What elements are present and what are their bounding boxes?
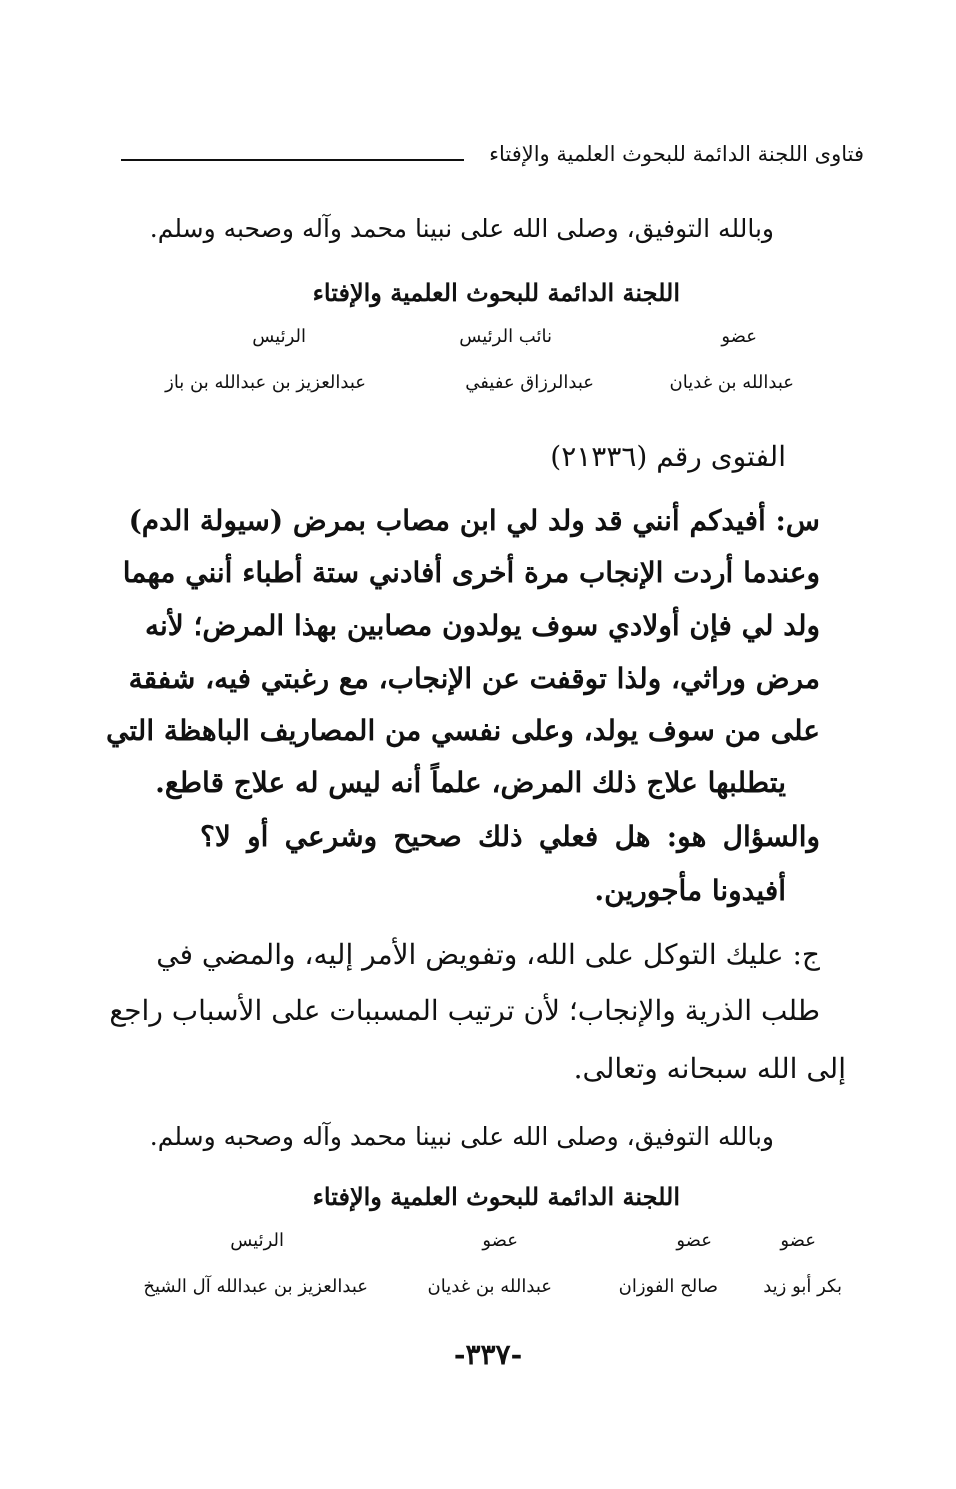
fatwa-number: الفتوى رقم (٢١٣٣٦): [550, 440, 786, 473]
question-line: أفيدونا مأجورين.: [594, 874, 786, 907]
signatory-role: عضو: [721, 326, 757, 347]
page-number: -٣٣٧-: [453, 1338, 523, 1371]
signatory-name: بكر أبو زيد: [763, 1276, 842, 1297]
question-line: على من سوف يولد، وعلى نفسي من المصاريف الباهظة التي: [106, 714, 820, 747]
committee-title-1: اللجنة الدائمة للبحوث العلمية والإفتاء: [312, 278, 680, 307]
signatory-role: عضو: [780, 1230, 816, 1251]
committee-title-2: اللجنة الدائمة للبحوث العلمية والإفتاء: [312, 1182, 680, 1211]
question-line: يتطلبها علاج ذلك المرض، علماً أنه ليس له علاج قاطع.: [155, 766, 786, 799]
signatory-name: عبدالله بن غديان: [427, 1276, 552, 1297]
signatory-name: صالح الفوزان: [618, 1276, 718, 1297]
header-rule: [121, 159, 464, 161]
signatory-name: عبدالعزيز بن عبدالله آل الشيخ: [143, 1276, 368, 1297]
question-line: والسؤال هو: هل فعلي ذلك صحيح وشرعي أو لا؟: [200, 820, 820, 853]
signatory-role: عضو: [482, 1230, 518, 1251]
signatory-name: عبدالله بن غديان: [669, 372, 794, 393]
signatory-role: الرئيس: [230, 1230, 284, 1251]
signatory-role: عضو: [676, 1230, 712, 1251]
question-line: ولد لي فإن أولادي سوف يولدون مصابين بهذا المرض؛ لأنه: [144, 609, 820, 642]
signatory-role: نائب الرئيس: [459, 326, 552, 347]
answer-line: إلى الله سبحانه وتعالى.: [573, 1052, 846, 1085]
question-line: وعندما أردت الإنجاب مرة أخرى أفادني ستة أطباء أنني مهما: [122, 556, 820, 589]
question-line: س: أفيدكم أنني قد ولد لي ابن مصاب بمرض (سيولة الدم): [128, 504, 820, 537]
running-header-title: فتاوى اللجنة الدائمة للبحوث العلمية والإفتاء: [489, 142, 864, 166]
signatory-name: عبدالعزيز بن عبدالله بن باز: [165, 372, 366, 393]
signatory-role: الرئيس: [252, 326, 306, 347]
closing-prayer-2: وبالله التوفيق، وصلى الله على نبينا محمد وآله وصحبه وسلم.: [149, 1122, 774, 1151]
question-line: مرض وراثي، ولذا توقفت عن الإنجاب، مع رغبتي فيه، شفقة: [128, 662, 820, 695]
answer-line: طلب الذرية والإنجاب؛ لأن ترتيب المسببات على الأسباب راجع: [109, 994, 820, 1027]
answer-line: ج: عليك التوكل على الله، وتفويض الأمر إليه، والمضي في: [156, 938, 820, 971]
signatory-name: عبدالرزاق عفيفي: [465, 372, 594, 393]
closing-prayer-1: وبالله التوفيق، وصلى الله على نبينا محمد وآله وصحبه وسلم.: [149, 214, 774, 243]
